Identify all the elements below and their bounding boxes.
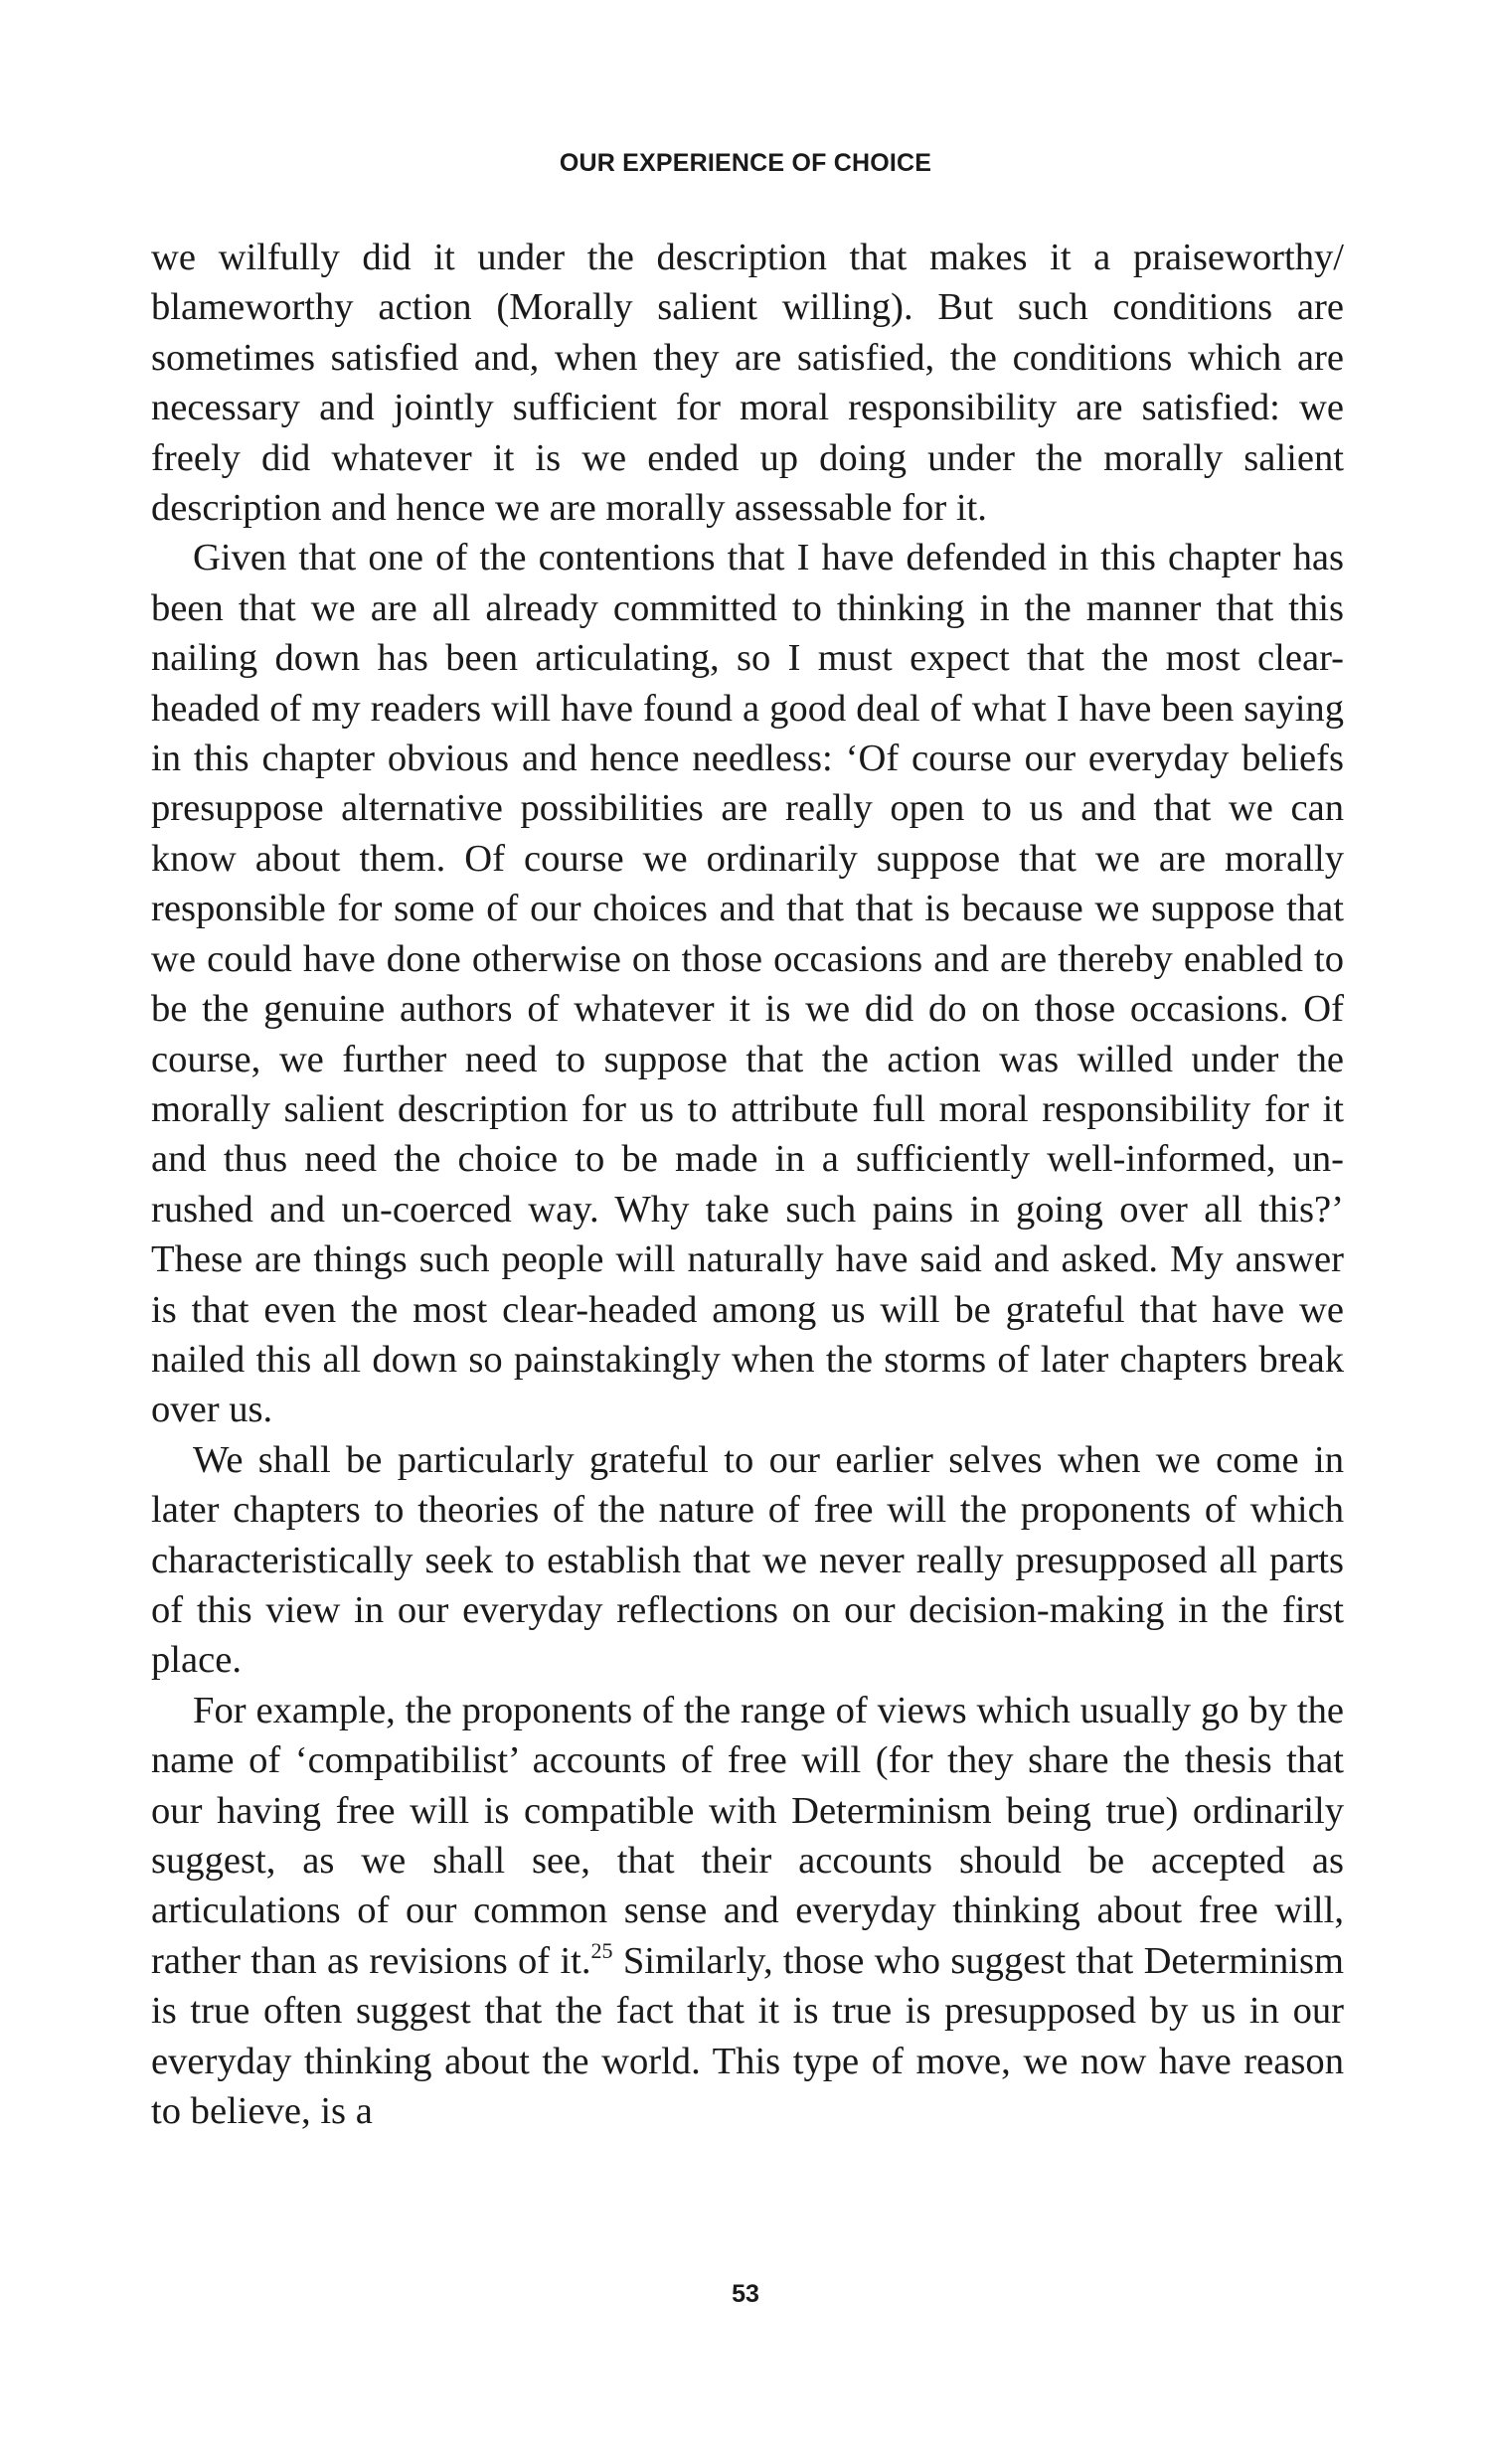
paragraph: We shall be particularly grateful to our earlier selves when we come in later chapters to theories of the nature of free will the proponents of which characteristically seek to establish that we never really presupposed all parts of this view in our everyday reflections on our decision-making in the first place. <box>151 1438 1344 1682</box>
page-number: 53 <box>732 2280 759 2308</box>
paragraph: Given that one of the contentions that I have defended in this chapter has been that we are all already committed to thinking in the manner that this nailing down has been articulating, so I must expect that the most clear-headed of my readers will have found a good deal of what I have been saying in this chapter obvious and hence needless: ‘Of course our everyday beliefs presuppose alternative possibilities are really open to us and that we can know about them. Of course we ordinarily suppose that we are morally responsible for some of our choices and that that is because we suppose that we could have done otherwise on those occasions and are thereby enabled to be the genuine authors of whatever it is we did do on those occasions. Of course, we further need to suppose that the action was willed under the morally salient description for us to attribute full moral responsibility for it and thus need the choice to be made in a sufficiently well-informed, un-rushed and un-coerced way. Why take such pains in going over all this?’ These are things such people will naturally have said and asked. My answer is that even the most clear-headed among us will be grateful that have we nailed this all down so painstakingly when the storms of later chapters break over us. <box>151 537 1344 1431</box>
body-text <box>151 233 1344 2136</box>
running-head: OUR EXPERIENCE OF CHOICE <box>559 149 932 177</box>
paragraph <box>151 1686 1344 2137</box>
paragraph-continued: we wilfully did it under the description that makes it a praiseworthy/ blameworthy action (Morally salient willing). But such conditions are sometimes satisfied and, when they are satisfied, the conditions which are necessary and jointly sufficient for moral responsibility are satisfied: we freely did whatever it is we ended up doing under the morally salient description and hence we are morally assessable for it. <box>151 237 1344 530</box>
footnote-reference: 25 <box>590 1937 613 1963</box>
paragraph-text: Similarly, those who suggest that Determinism is true often suggest that the fact that it is true is presupposed by us in our everyday thinking about the world. This type of move, we now have reason to believe, is a <box>151 1939 1344 2133</box>
paragraph-text: For example, the proponents of the range of views which usually go by the name of ‘compatibilist’ accounts of free will (for they share the thesis that our having free will is compatible with Determinism being true) ordinarily suggest, as we shall see, that their accounts should be accepted as articulations of our common sense and everyday thinking about free will, rather than as revisions of it. <box>151 1689 1344 1982</box>
